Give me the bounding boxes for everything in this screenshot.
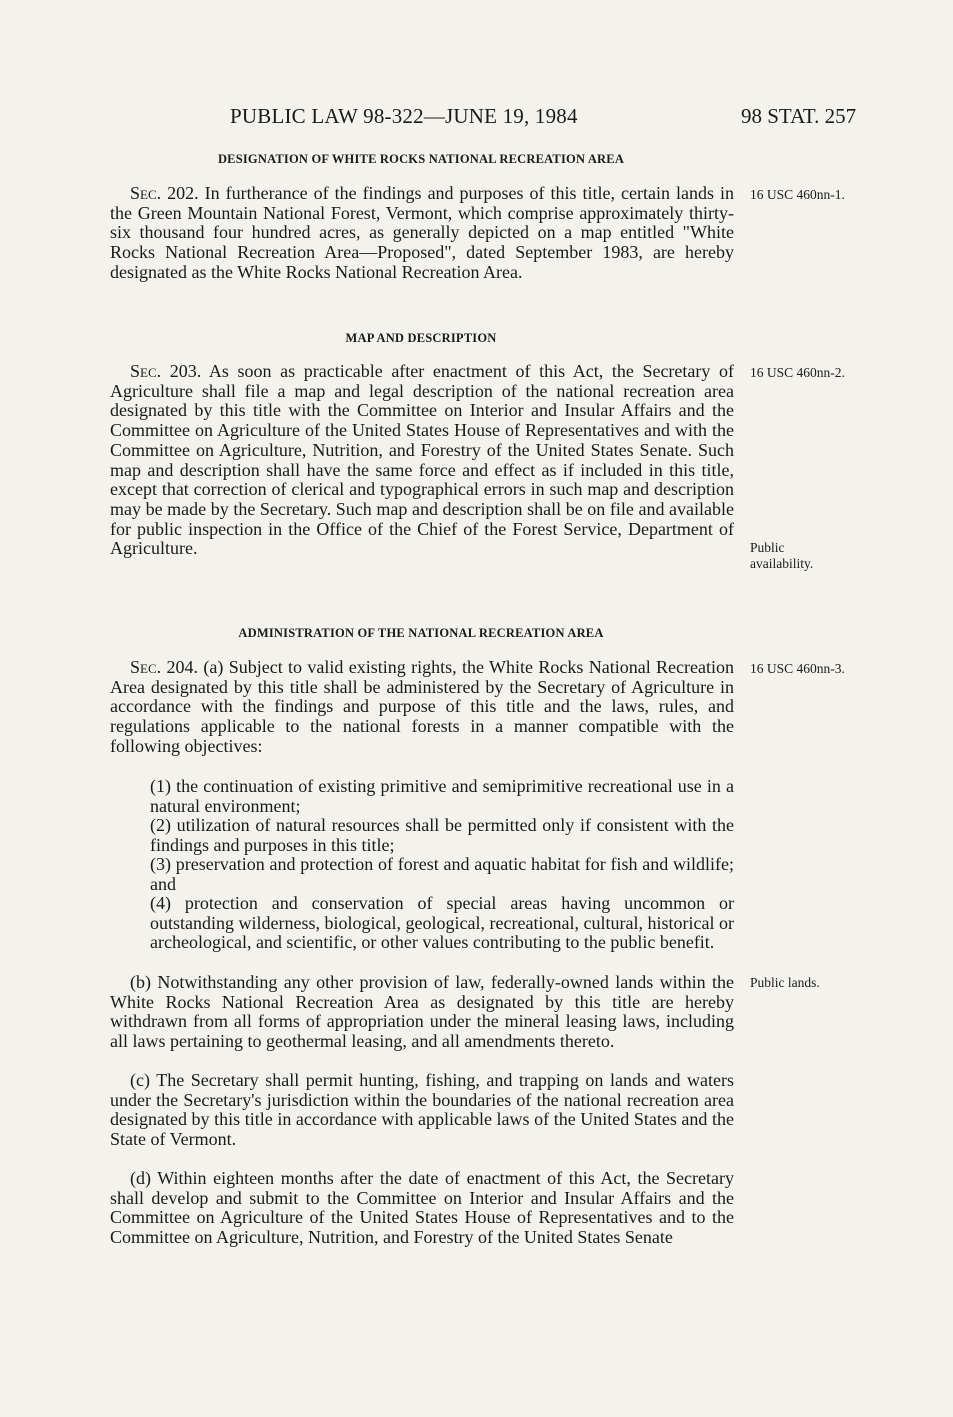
section-label: Sec. 203. [130, 361, 202, 381]
section-203-body [110, 362, 734, 559]
margin-note-public-lands: Public lands. [750, 975, 820, 990]
section-text: In furtherance of the findings and purposes of this title, certain lands in the Green Mountain National Forest, Vermont, which comprise approximately thirty-six thousand four hundred acres, as generally depicted on a map entitled "White Rocks National Recreation Area—Proposed", dated September 1983, are hereby designated as the White Rocks National Recreation Area. [110, 183, 735, 282]
margin-note-citation-202: 16 USC 460nn-1. [750, 187, 845, 202]
section-text: (a) Subject to valid existing rights, the White Rocks National Recreation Area designated by this title shall be administered by the Secretary of Agriculture in accordance with the findings and purpose of this title and the laws, rules, and regulations applicable to the national forests in a manner compatible with the following objectives: [110, 657, 735, 756]
running-header-page: 98 STAT. 257 [741, 104, 857, 128]
section-204-subsection-b: (b) Notwithstanding any other provision of law, federally-owned lands within the White Rocks National Recreation Area as designated by this title are hereby withdrawn from all forms of appropriation under the mineral leasing laws, including all laws pertaining to geothermal leasing, and all amendments thereto. [110, 972, 734, 1052]
section-text: As soon as practicable after enactment of this Act, the Secretary of Agriculture shall file a map and legal description of the national recreation area designated by this title with the Committee on Interior and Insular Affairs and the Committee on Agriculture of the United States House of Representatives and with the Committee on Agriculture, Nutrition, and Forestry of the United States Senate. Such map and description shall have the same force and effect as if included in this title, except that correction of clerical and typographical errors in such map and description may be made by the Secretary. Such map and description shall be on file and available for public inspection in the Office of the Chief of the Forest Service, Department of Agriculture. [110, 361, 735, 559]
margin-note-citation-203: 16 USC 460nn-2. [750, 365, 845, 380]
section-204-subsection-a [110, 658, 734, 757]
objective-item-2: (2) utilization of natural resources shall be permitted only if consistent with the findings and purposes in this title; [150, 815, 734, 855]
margin-note-citation-204: 16 USC 460nn-3. [750, 661, 845, 676]
objective-item-4: (4) protection and conservation of special areas having uncommon or outstanding wilderness, biological, geological, recreational, cultural, historical or archeological, and scientific, or other values contributing to the public benefit. [150, 893, 734, 953]
section-label: Sec. 202. [130, 183, 199, 203]
objective-item-1: (1) the continuation of existing primitive and semiprimitive recreational use in a natural environment; [150, 776, 734, 816]
section-204-subsection-d: (d) Within eighteen months after the date of enactment of this Act, the Secretary shall develop and submit to the Committee on Interior and Insular Affairs and the Committee on Agriculture of the United States House of Representatives and to the Committee on Agriculture, Nutrition, and Forestry of the United States Senate [110, 1168, 734, 1248]
section-202-body [110, 184, 734, 283]
margin-note-public-availability: Public availability. [750, 540, 814, 571]
section-label: Sec. 204. [130, 657, 198, 677]
objective-item-3: (3) preservation and protection of forest and aquatic habitat for fish and wildlife; and [150, 854, 734, 894]
section-heading-202: DESIGNATION OF WHITE ROCKS NATIONAL RECREATION AREA [217, 152, 625, 166]
running-header-title: PUBLIC LAW 98-322—JUNE 19, 1984 [230, 104, 578, 128]
section-heading-204: ADMINISTRATION OF THE NATIONAL RECREATION AREA [238, 626, 604, 640]
section-204-subsection-c: (c) The Secretary shall permit hunting, fishing, and trapping on lands and waters under the Secretary's jurisdiction within the boundaries of the national recreation area designated by this title in accordance with applicable laws of the United States and the State of Vermont. [110, 1070, 734, 1150]
section-heading-203: MAP AND DESCRIPTION [345, 331, 497, 345]
